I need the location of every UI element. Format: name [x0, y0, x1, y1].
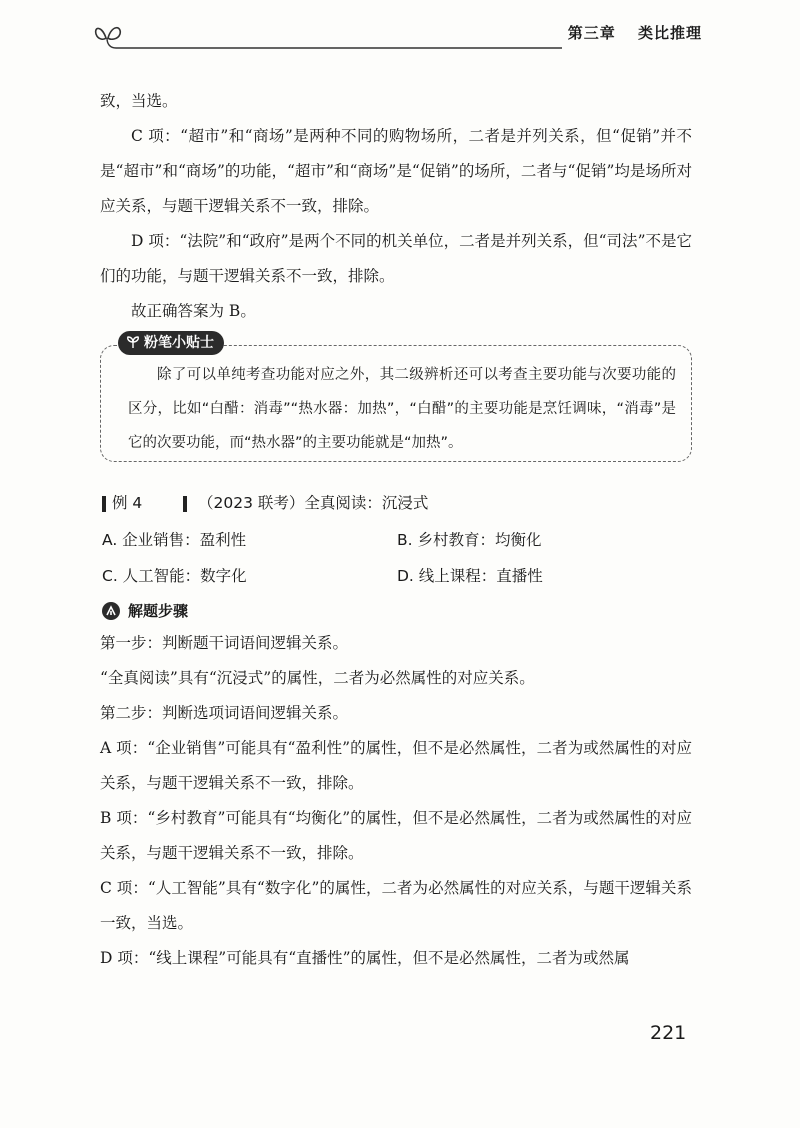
- example-right-bar: [183, 496, 187, 512]
- example-label: 例 4: [112, 494, 143, 512]
- option-c: C. 人工智能：数字化: [102, 567, 247, 585]
- chapter-name: 类比推理: [637, 24, 702, 42]
- sprout-icon: [126, 333, 140, 357]
- paragraph: D 项：“线上课程”可能具有“直播性”的属性，但不是必然属性，二者为或然属: [100, 949, 630, 967]
- paragraph: B 项：“乡村教育”可能具有“均衡化”的属性，但不是必然属性，二者为或然属性的对应关系，与题干逻辑关系不一致，排除。: [100, 809, 692, 862]
- paragraph: C 项：“人工智能”具有“数字化”的属性，二者为必然属性的对应关系，与题干逻辑关系一致，当选。: [100, 879, 692, 932]
- tip-badge: [118, 331, 224, 355]
- sprout-line-icon: [92, 18, 562, 54]
- paragraph: 致，当选。: [100, 92, 178, 110]
- option-b: B. 乡村教育：均衡化: [397, 531, 542, 549]
- top-paragraphs: [100, 84, 692, 329]
- solution-paragraphs: [100, 626, 692, 976]
- example-left-bar: [102, 496, 106, 512]
- paragraph: “全真阅读”具有“沉浸式”的属性，二者为必然属性的对应关系。: [100, 669, 535, 687]
- example-question: （2023 联考）全真阅读：沉浸式: [198, 494, 429, 512]
- page-number: 221: [650, 1022, 687, 1044]
- option-a: A. 企业销售：盈利性: [102, 531, 247, 549]
- option-d: D. 线上课程：直播性: [397, 567, 543, 585]
- chapter-title: [558, 22, 702, 43]
- paragraph: 第一步：判断题干词语间逻辑关系。: [100, 634, 349, 652]
- running-header: [92, 18, 702, 54]
- paragraph: D 项：“法院”和“政府”是两个不同的机关单位，二者是并列关系，但“司法”不是它们的功能，与题干逻辑关系不一致，排除。: [100, 232, 692, 285]
- paragraph: A 项：“企业销售”可能具有“盈利性”的属性，但不是必然属性，二者为或然属性的对应关系，与题干逻辑关系不一致，排除。: [100, 739, 692, 792]
- paragraph: 故正确答案为 B。: [131, 302, 256, 320]
- paragraph: C 项：“超市”和“商场”是两种不同的购物场所，二者是并列关系，但“促销”并不是“超市”和“商场”的功能，“超市”和“商场”是“促销”的场所，二者与“促销”均是场所对应关系，与题干逻辑关系不一致，排除。: [100, 127, 692, 215]
- steps-title: 解题步骤: [128, 602, 189, 620]
- paragraph: 第二步：判断选项词语间逻辑关系。: [100, 704, 349, 722]
- tip-text: [128, 358, 676, 460]
- tip-paragraph: 除了可以单纯考查功能对应之外，其二级辨析还可以考查主要功能与次要功能的区分，比如“白醋：消毒”“热水器：加热”，“白醋”的主要功能是烹饪调味，“消毒”是它的次要功能，而“热水器”的主要功能就是“加热”。: [128, 367, 676, 451]
- steps-icon: [102, 602, 120, 620]
- chapter-number: 第三章: [567, 24, 616, 42]
- tip-label: 粉笔小贴士: [144, 335, 214, 351]
